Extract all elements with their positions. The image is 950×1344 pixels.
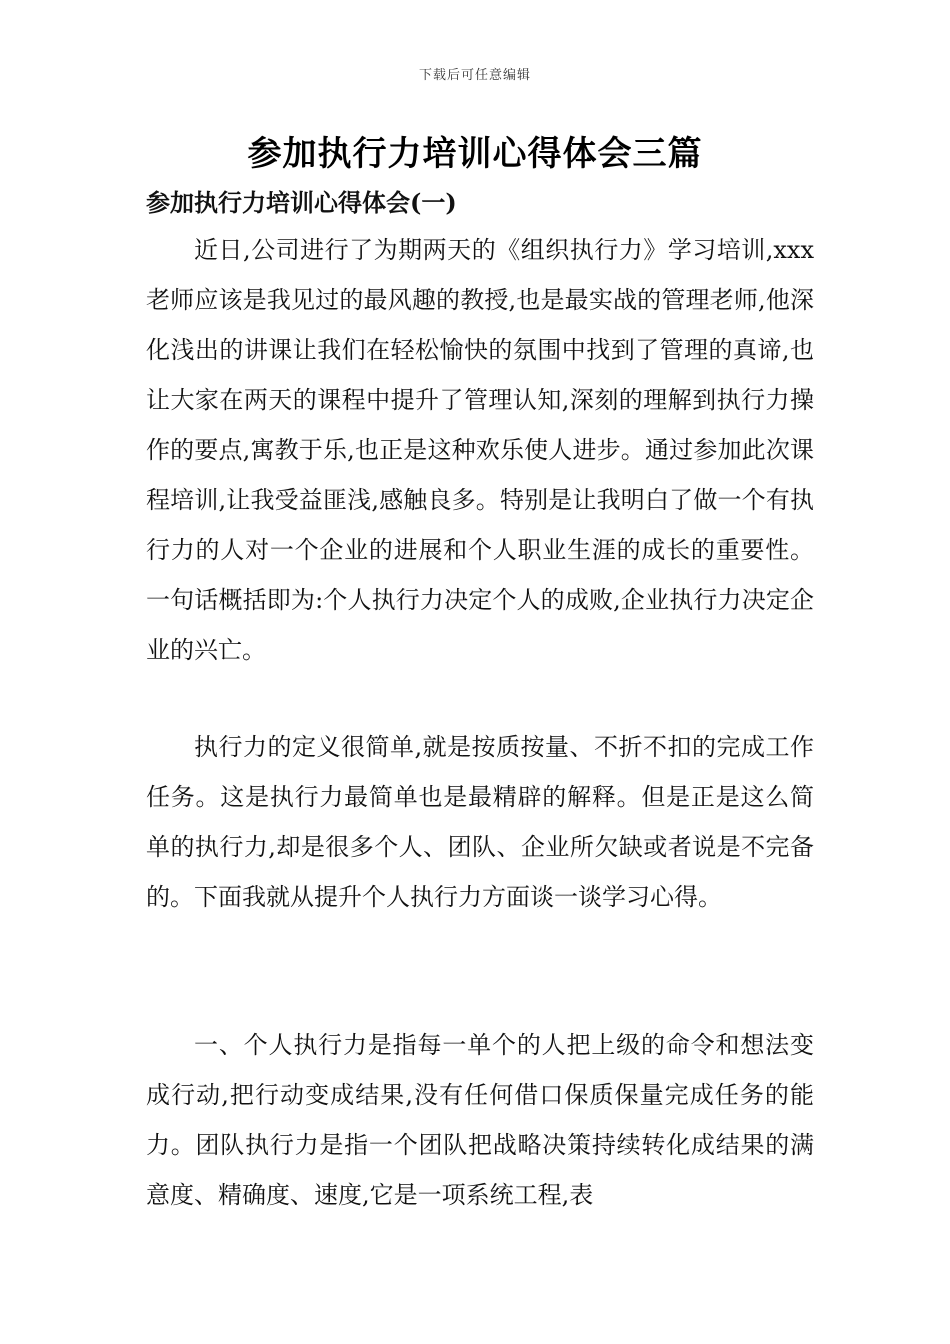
document-title: 参加执行力培训心得体会三篇 bbox=[247, 134, 703, 174]
paragraph-1: 近日,公司进行了为期两天的《组织执行力》学习培训,xxx老师应该是我见过的最风趣的教授,也是最实战的管理老师,他深化浅出的讲课让我们在轻松愉快的氛围中找到了管理的真谛,也让大家在两天的课程中提升了管理认知,深刻的理解到执行力操作的要点,寓教于乐,也正是这种欢乐使人进步。通过参加此次课程培训,让我受益匪浅,感触良多。特别是让我明白了做一个有执行力的人对一个企业的进展和个人职业生涯的成长的重要性。一句话概括即为:个人执行力决定个人的成败,企业执行力决定企业的兴亡。 bbox=[146, 236, 814, 664]
header-note: 下载后可任意编辑 bbox=[418, 68, 531, 83]
section-heading: 参加执行力培训心得体会(一) bbox=[146, 188, 457, 217]
paragraph-3: 一、个人执行力是指每一单个的人把上级的命令和想法变成行动,把行动变成结果,没有任何借口保质保量完成任务的能力。团队执行力是指一个团队把战略决策持续转化成结果的满意度、精确度、速度,它是一项系统工程,表 bbox=[146, 1031, 814, 1209]
paragraph-2: 执行力的定义很简单,就是按质按量、不折不扣的完成工作任务。这是执行力最简单也是最精辟的解释。但是正是这么简单的执行力,却是很多个人、团队、企业所欠缺或者说是不完备的。下面我就从提升个人执行力方面谈一谈学习心得。 bbox=[146, 733, 814, 911]
